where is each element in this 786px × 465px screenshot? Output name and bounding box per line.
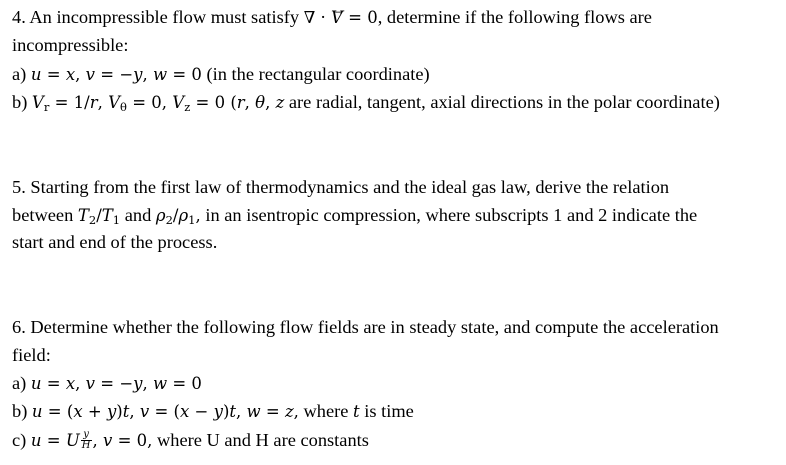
q4-intro-text-3: incompressible: <box>12 35 129 55</box>
fraction-denominator: H <box>81 440 91 452</box>
q5-line-1 <box>12 175 669 199</box>
q6-item-c: c) u = U $\frac{y}{H}$ , v = 0, where U and H are constants <box>12 429 369 452</box>
q5-text-4: in an isentropic compression, where subscripts 1 and 2 indicate the <box>200 205 698 225</box>
y-over-h-fraction <box>81 430 92 451</box>
q4b-velocity-field: $V_r$ <box>31 93 50 114</box>
item-label: b) <box>12 401 32 421</box>
q4b-description: are radial, tangent, axial directions in the polar coordinate) <box>284 92 720 112</box>
q6-text-2: field: <box>12 345 51 365</box>
q6-text-1: 6. Determine whether the following flow fields are in steady state, and compute the acceleration <box>12 317 719 337</box>
q6-item-a: a) u = x, v = −y, w = 0 <box>12 373 202 393</box>
item-label: b) <box>12 92 32 112</box>
q6c-description: where U and H are constants <box>152 430 369 450</box>
q4-item-b: b) $V_r = 1/r$, $V_\theta = 0$, $V_z = 0$ (r, θ, z are radial, tangent, axial directions in the polar coordinate) <box>12 92 720 114</box>
q6a-velocity-field: u <box>30 374 42 393</box>
q4-line-2 <box>12 33 128 57</box>
q4-line-1 <box>12 5 652 30</box>
item-label: c) <box>12 430 31 450</box>
temperature-ratio: $T_2$ <box>77 206 97 227</box>
q5-text-5: start and end of the process. <box>12 232 218 252</box>
q4a-velocity-field: u <box>30 65 42 84</box>
time-variable: t <box>353 402 360 421</box>
q6-line-1 <box>12 315 719 339</box>
q4a-description: (in the rectangular coordinate) <box>201 64 430 84</box>
q5-text-3: and <box>120 205 156 225</box>
item-label: a) <box>12 373 31 393</box>
q6b-text-1: where <box>298 401 354 421</box>
q5-line-2: between $T_2/T_1$ and $\rho_2/\rho_1$, in an isentropic compression, where subscripts 1 and 2 indicate the <box>12 205 698 227</box>
density-ratio: $\rho_2$ <box>155 206 173 227</box>
q6b-velocity-field: u <box>31 402 43 421</box>
q5-line-3 <box>12 230 217 254</box>
fraction-numerator: y <box>81 430 92 441</box>
q6-item-b: b) u = (x + y)t, v = (x − y)t, w = z, where t is time <box>12 401 414 421</box>
q6b-text-2: is time <box>359 401 414 421</box>
divergence-equation: ∇ · V⃗ = 0 <box>303 8 378 27</box>
q6c-velocity-field: u <box>30 431 42 450</box>
q4-intro-text: 4. An incompressible flow must satisfy <box>12 7 304 27</box>
item-label: a) <box>12 64 31 84</box>
q4-intro-text-2: , determine if the following flows are <box>377 7 652 27</box>
q5-text-1: 5. Starting from the first law of thermodynamics and the ideal gas law, derive the relation <box>12 177 670 197</box>
q6-line-2 <box>12 343 51 367</box>
q5-text-2: between <box>12 205 78 225</box>
q4-item-a: a) u = x, v = −y, w = 0 (in the rectangular coordinate) <box>12 64 430 84</box>
